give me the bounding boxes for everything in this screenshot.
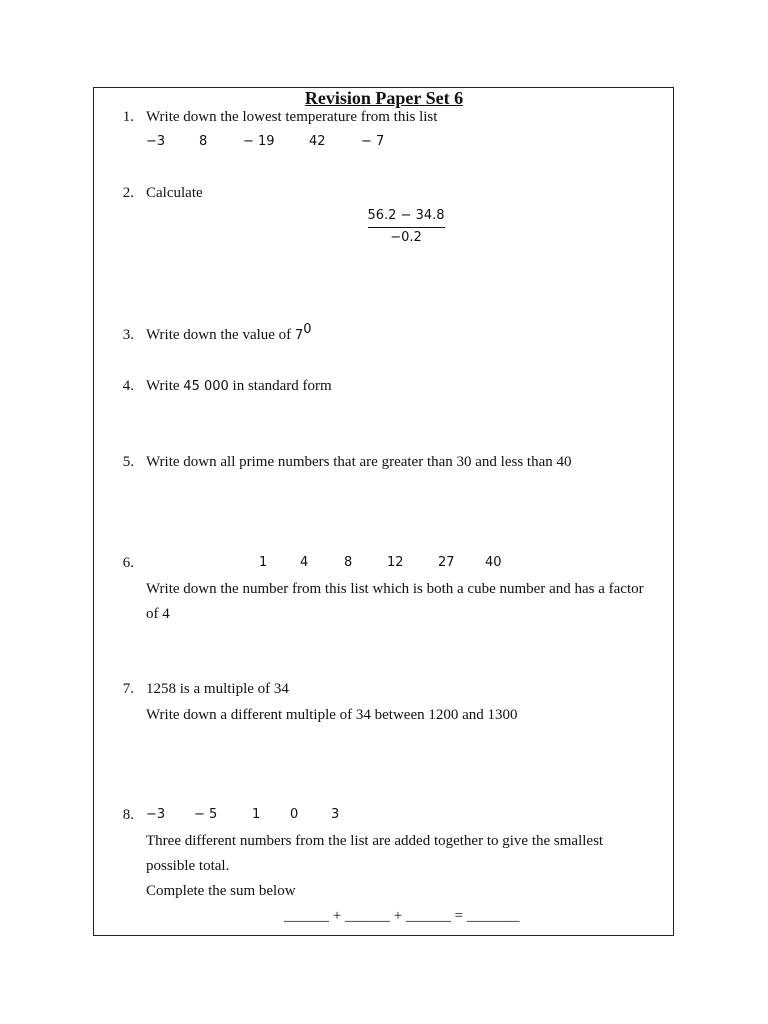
q8-list-item: 3 [331,807,340,822]
q1-list-item: − 19 [243,134,275,149]
q4-text [146,377,332,396]
q6-list-item: 12 [387,555,404,570]
q8-line2: possible total. [146,858,230,874]
q2-numerator: 56.2 − 34.8 [367,208,445,223]
q2-text: Calculate [146,185,203,201]
q6-line1: Write down the number from this list which is both a cube number and has a factor [146,581,644,597]
q8-list-item: 0 [290,807,299,822]
q1-list-item: − 7 [361,134,385,149]
q4-value: 45 000 [183,379,229,394]
fraction-bar [368,227,445,228]
q8-list-item: −3 [146,807,166,822]
q1-list-item: −3 [146,134,166,149]
q6-list-item: 4 [300,555,309,570]
q3-exponent: 0 [303,322,312,337]
q7-line2: Write down a different multiple of 34 between 1200 and 1300 [146,707,518,723]
q4-post: in standard form [232,378,332,394]
q6-number: 6. [122,555,134,571]
q6-list-item: 8 [344,555,353,570]
q3-number: 3. [122,327,134,343]
page-title: Revision Paper Set 6 [304,88,464,108]
q4-pre: Write [146,378,180,394]
q8-answer-sum: ______ + ______ + ______ = _______ [284,908,520,924]
q6-list-item: 40 [485,555,502,570]
q8-line3: Complete the sum below [146,883,296,899]
q6-list-item: 27 [438,555,455,570]
q1-text: Write down the lowest temperature from this list [146,109,438,125]
q6-list-item: 1 [259,555,268,570]
q3-base: 7 [294,328,304,343]
q2-number: 2. [122,185,134,201]
q1-list-item: 8 [199,134,208,149]
q1-number: 1. [122,109,134,125]
q1-list-item: 42 [309,134,326,149]
q8-line1: Three different numbers from the list are added together to give the smallest [146,833,604,849]
q5-number: 5. [122,454,134,470]
q7-number: 7. [122,681,134,697]
q7-line1: 1258 is a multiple of 34 [146,681,289,697]
q8-list-item: 1 [252,807,261,822]
q8-list-item: − 5 [194,807,218,822]
q8-number: 8. [122,807,134,823]
q6-line2: of 4 [146,606,170,622]
q3-text [146,322,312,345]
q4-number: 4. [122,378,134,394]
q2-denominator: −0.2 [390,230,422,245]
q5-text: Write down all prime numbers that are greater than 30 and less than 40 [146,454,572,470]
q3-label: Write down the value of [146,327,292,343]
